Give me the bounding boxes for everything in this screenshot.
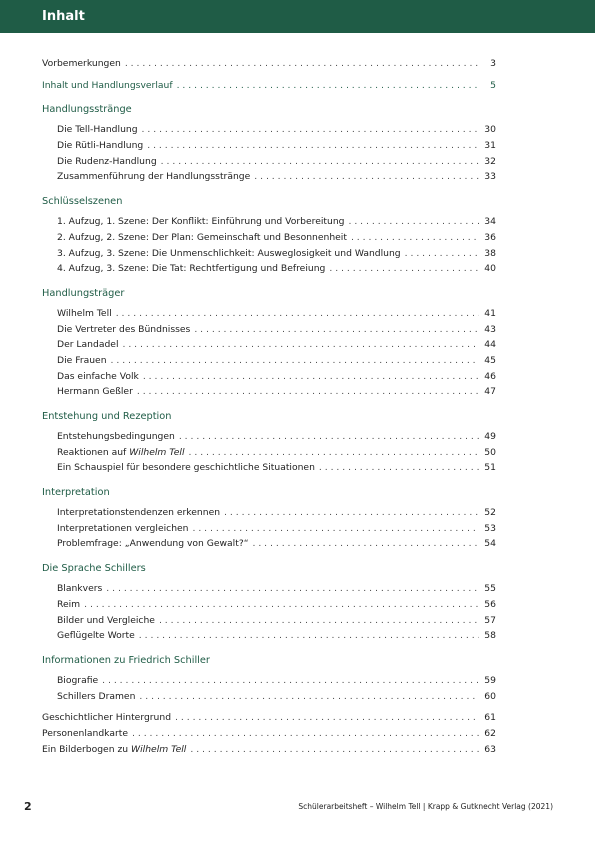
toc-leader-dots [252,536,479,552]
toc-entry-label: Die Rudenz-Handlung [57,155,157,167]
toc-entry-page: 3 [490,58,496,69]
toc-section-heading[interactable]: Handlungsträger [42,287,125,299]
toc-entry[interactable] [42,122,496,138]
toc-entry-page: 62 [484,727,496,739]
toc-entry[interactable] [42,214,496,230]
toc-entry[interactable] [42,742,496,758]
toc-leader-dots [190,742,479,758]
toc-entry-label: 3. Aufzug, 3. Szene: Die Unmenschlichkeit: Ausweglosigkeit und Wandlung [57,247,401,259]
toc-entry-label-text: Ein Bilderbogen zu [42,743,132,755]
toc-leader-dots [125,56,479,72]
toc-entry[interactable] [42,726,496,742]
toc-entry-page: 44 [484,339,496,351]
toc-entry[interactable] [42,384,496,400]
footer-credit: Schülerarbeitsheft – Wilhelm Tell | Krapp & Gutknecht Verlag (2021) [298,802,553,811]
toc-entry-label: Hermann Geßler [57,386,133,398]
toc-entry-label-text: Reaktionen auf [57,446,130,458]
toc-section-heading[interactable]: Die Sprache Schillers [42,563,146,575]
page-number: 2 [24,800,32,813]
toc-section-heading[interactable]: Informationen zu Friedrich Schiller [42,654,210,666]
toc-entry[interactable] [42,460,496,476]
toc-entry-page: 57 [484,614,496,626]
toc-entry-label [57,445,185,461]
toc-entry-page: 50 [484,446,496,458]
toc-leader-dots [132,726,479,742]
toc-leader-dots [137,384,479,400]
toc-entry-page: 31 [484,140,496,152]
toc-entry-page: 52 [484,507,496,519]
toc-leader-dots [349,214,480,230]
toc-leader-dots [224,505,479,521]
toc-entry[interactable] [42,337,496,353]
toc-entry-label-title: Wilhelm Tell [129,446,185,458]
toc-entry[interactable] [42,230,496,246]
toc-entry-page: 54 [484,538,496,550]
toc-leader-dots [405,246,479,262]
toc-entry-label: Die Tell-Handlung [57,124,138,136]
toc-entry-label: Problemfrage: „Anwendung von Gewalt?“ [57,538,249,550]
toc-entry-page: 40 [484,263,496,275]
toc-entry-label: Ein Schauspiel für besondere geschichtliche Situationen [57,462,315,474]
toc-entry-label: Die Rütli-Handlung [57,140,144,152]
toc-entry-page: 36 [484,231,496,243]
toc-entry-page: 30 [484,124,496,136]
toc-entry-page: 63 [484,743,496,755]
toc-entry-page: 53 [484,522,496,534]
toc-leader-dots [116,306,479,322]
toc-entry-label: Entstehungsbedingungen [57,431,175,442]
toc-entry[interactable] [42,246,496,262]
toc-entry[interactable] [42,429,496,445]
toc-leader-dots [159,613,479,629]
toc-entry-label: Interpretationstendenzen erkennen [57,507,221,519]
toc-leader-dots [254,169,479,185]
toc-entry-label: Personenlandkarte [42,727,129,739]
toc-entry[interactable] [42,710,496,726]
toc-entry-page: 45 [484,354,496,366]
toc-leader-dots [177,78,479,94]
toc-entry-page: 5 [490,79,496,91]
toc-entry-label: Bilder und Vergleiche [57,614,155,626]
toc-leader-dots [111,353,479,369]
toc-entry[interactable] [42,322,496,338]
toc-entry-page: 33 [484,171,496,183]
toc-entry[interactable] [42,581,496,597]
page-title: Inhalt [42,9,85,24]
toc-entry[interactable] [42,138,496,154]
toc-leader-dots [102,673,479,689]
toc-entry-label: Die Frauen [57,354,107,366]
toc-entry-label: Geflügelte Worte [57,630,135,642]
toc-entry-label: Inhalt und Handlungsverlauf [42,79,173,91]
toc-leader-dots [179,429,479,445]
toc-entry[interactable] [42,353,496,369]
toc-entry[interactable] [42,505,496,521]
toc-entry-label: Reim [57,598,81,610]
toc-entry-page: 32 [484,155,496,167]
toc-entry[interactable] [42,261,496,277]
toc-entry-label: Der Landadel [57,339,119,351]
toc-entry[interactable] [42,169,496,185]
toc-entry-label: Wilhelm Tell [57,307,112,319]
toc-entry[interactable] [42,689,496,705]
toc-entry-label: 2. Aufzug, 2. Szene: Der Plan: Gemeinschaft und Besonnenheit [57,231,347,243]
toc-section-heading[interactable]: Entstehung und Rezeption [42,411,172,422]
toc-entry[interactable] [42,56,496,72]
toc-entry[interactable] [42,613,496,629]
toc-entry-page: 58 [484,630,496,642]
toc-entry-page: 49 [484,431,496,442]
toc-entry[interactable] [42,154,496,170]
toc-entry-label: Die Vertreter des Bündnisses [57,323,191,335]
toc-leader-dots [175,710,479,726]
toc-entry-page: 60 [484,690,496,702]
toc-entry-page: 51 [484,462,496,474]
toc-entry-page: 61 [484,712,496,724]
toc-entry-page: 43 [484,323,496,335]
toc-leader-dots [106,581,479,597]
toc-entry-label: 1. Aufzug, 1. Szene: Der Konflikt: Einführung und Vorbereitung [57,216,345,228]
toc-entry[interactable] [42,369,496,385]
toc-leader-dots [194,322,479,338]
toc-entry-label: Interpretationen vergleichen [57,522,189,534]
toc-entry-page: 34 [484,216,496,228]
toc-entry[interactable] [42,673,496,689]
toc-entry-page: 46 [484,370,496,382]
toc-leader-dots [123,337,480,353]
toc-leader-dots [147,138,479,154]
toc-entry-label: Schillers Dramen [57,690,136,702]
toc-leader-dots [139,689,479,705]
toc-section-heading[interactable]: Schlüsselszenen [42,196,123,208]
toc-entry-label-title: Wilhelm Tell [131,743,187,755]
toc-entry[interactable] [42,445,496,461]
toc-leader-dots [84,597,479,613]
toc-entry[interactable] [42,78,496,94]
toc-entry-page: 38 [484,247,496,259]
toc-entry-label: Das einfache Volk [57,370,139,382]
toc-entry-label: Biografie [57,674,99,686]
toc-entry-label: Vorbemerkungen [42,58,121,69]
toc-leader-dots [189,445,479,461]
toc-entry-page: 41 [484,307,496,319]
toc-leader-dots [329,261,479,277]
toc-leader-dots [319,460,479,476]
toc-entry-label [42,742,186,758]
toc-section-heading[interactable]: Interpretation [42,487,110,499]
toc-entry[interactable] [42,597,496,613]
toc-leader-dots [139,628,479,644]
toc-entry-page: 55 [484,583,496,595]
toc-leader-dots [161,154,479,170]
toc-leader-dots [142,122,479,138]
toc-leader-dots [351,230,479,246]
header-bar [0,0,595,33]
toc-entry[interactable] [42,521,496,537]
toc-entry-page: 59 [484,674,496,686]
toc-entry-page: 56 [484,598,496,610]
toc-section-heading[interactable]: Handlungsstränge [42,104,132,116]
toc-leader-dots [143,369,479,385]
toc-entry-page: 47 [484,386,496,398]
toc-entry-label: 4. Aufzug, 3. Szene: Die Tat: Rechtfertigung und Befreiung [57,263,326,275]
table-of-contents [42,56,496,757]
toc-entry-label: Zusammenführung der Handlungsstränge [57,171,251,183]
toc-entry-label: Blankvers [57,583,103,595]
toc-entry[interactable] [42,306,496,322]
toc-leader-dots [193,521,480,537]
toc-entry-label: Geschichtlicher Hintergrund [42,712,172,724]
toc-entry[interactable] [42,628,496,644]
toc-entry[interactable] [42,536,496,552]
